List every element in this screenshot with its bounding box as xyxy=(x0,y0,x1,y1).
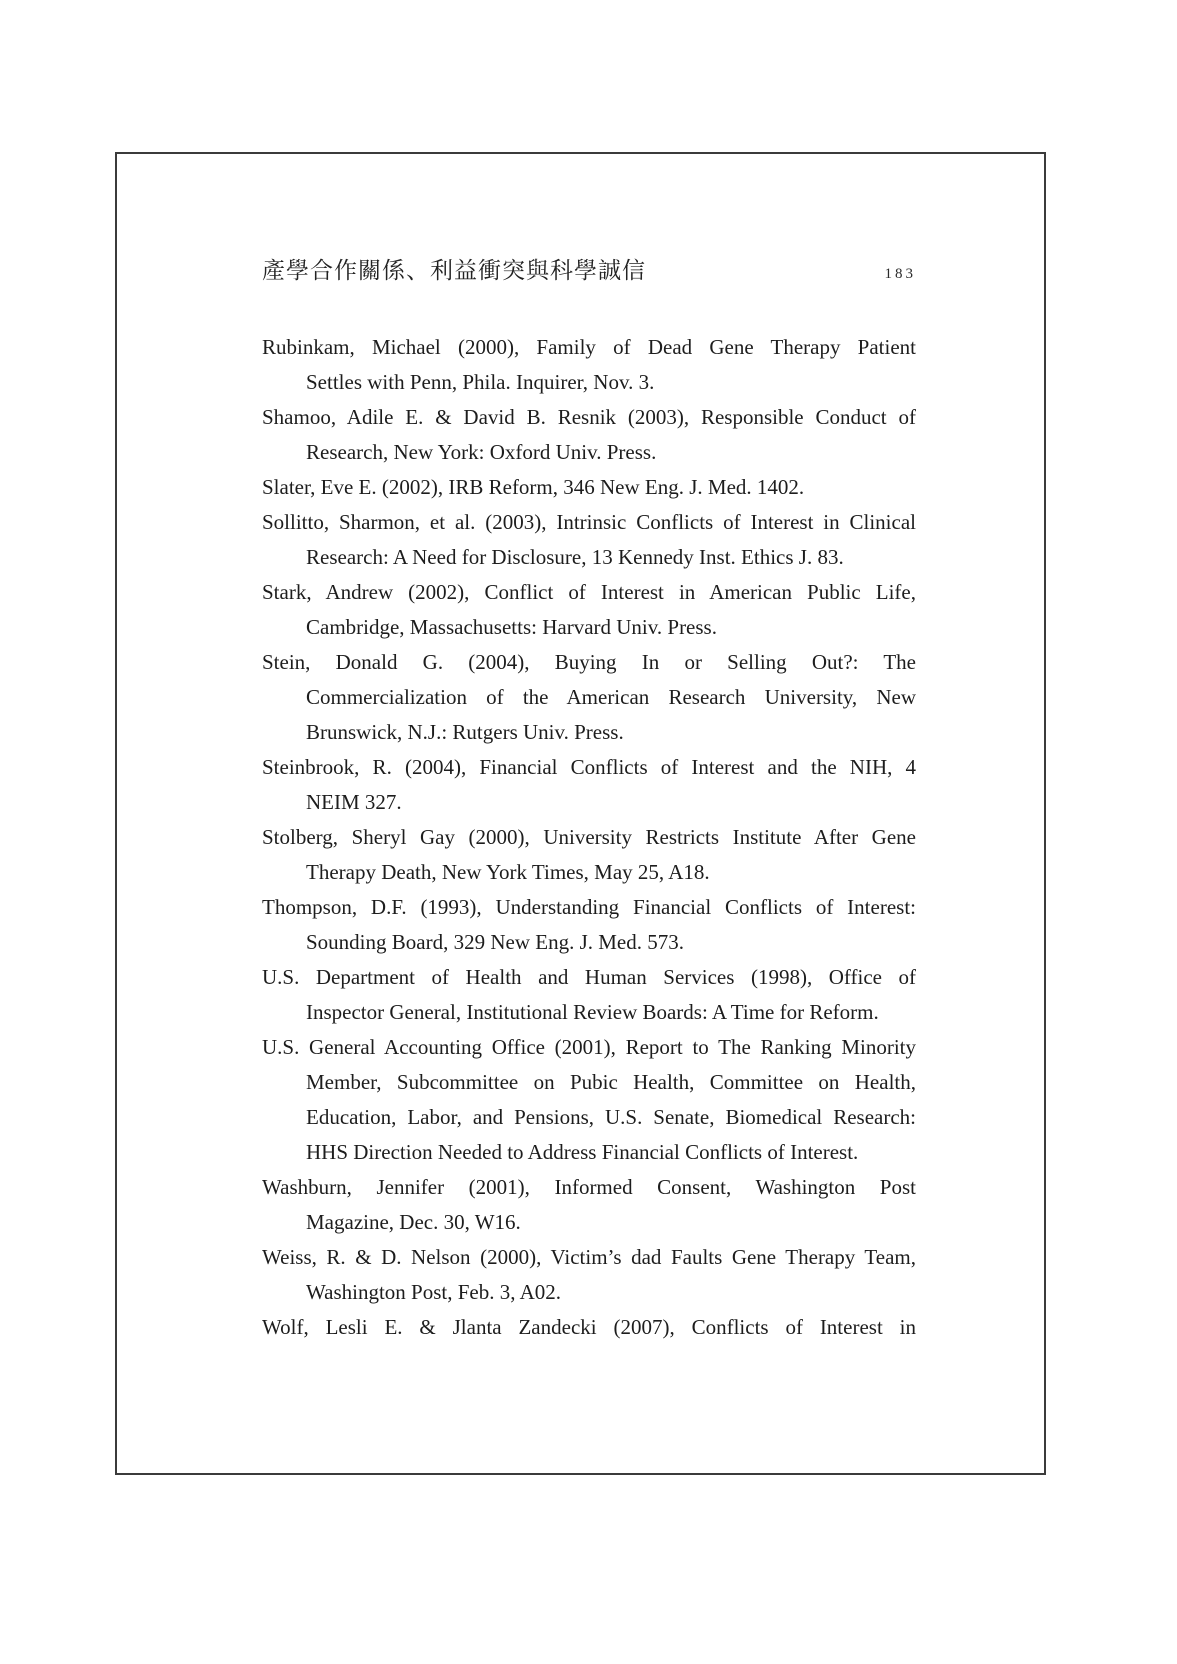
reference-line: Research: A Need for Disclosure, 13 Kennedy Inst. Ethics J. 83. xyxy=(306,545,844,569)
reference-entry xyxy=(262,505,916,575)
reference-entry xyxy=(262,820,916,890)
reference-line: Cambridge, Massachusetts: Harvard Univ. Press. xyxy=(306,615,717,639)
reference-line: Wolf, Lesli E. & Jlanta Zandecki (2007), Conflicts of Interest in xyxy=(262,1315,916,1339)
reference-entry xyxy=(262,645,916,750)
reference-entry xyxy=(262,1030,916,1170)
reference-line: Rubinkam, Michael (2000), Family of Dead Gene Therapy Patient xyxy=(262,335,916,359)
reference-line: Washburn, Jennifer (2001), Informed Consent, Washington Post xyxy=(262,1175,916,1199)
reference-line: Therapy Death, New York Times, May 25, A18. xyxy=(306,860,710,884)
reference-entry xyxy=(262,960,916,1030)
reference-entry xyxy=(262,1240,916,1310)
reference-line: Inspector General, Institutional Review Boards: A Time for Reform. xyxy=(306,1000,879,1024)
reference-line: U.S. General Accounting Office (2001), Report to The Ranking Minority xyxy=(262,1035,916,1059)
reference-line: U.S. Department of Health and Human Services (1998), Office of xyxy=(262,965,916,989)
reference-line: Washington Post, Feb. 3, A02. xyxy=(306,1280,561,1304)
page-number: 183 xyxy=(884,266,916,282)
reference-line: Research, New York: Oxford Univ. Press. xyxy=(306,440,657,464)
reference-line: NEIM 327. xyxy=(306,790,402,814)
reference-entry xyxy=(262,750,916,820)
reference-entry xyxy=(262,1310,916,1345)
reference-line: Stark, Andrew (2002), Conflict of Interest in American Public Life, xyxy=(262,580,916,604)
page-header xyxy=(262,252,916,285)
reference-entry xyxy=(262,400,916,470)
reference-line: Stolberg, Sheryl Gay (2000), University Restricts Institute After Gene xyxy=(262,825,916,849)
reference-entry xyxy=(262,575,916,645)
reference-line: Commercialization of the American Research University, New xyxy=(306,685,916,709)
reference-line: Settles with Penn, Phila. Inquirer, Nov. 3. xyxy=(306,370,655,394)
reference-entry xyxy=(262,470,916,505)
reference-line: Magazine, Dec. 30, W16. xyxy=(306,1210,521,1234)
reference-line: Sounding Board, 329 New Eng. J. Med. 573. xyxy=(306,930,684,954)
reference-line: Member, Subcommittee on Pubic Health, Committee on Health, xyxy=(306,1070,916,1094)
reference-line: Brunswick, N.J.: Rutgers Univ. Press. xyxy=(306,720,624,744)
reference-line: Weiss, R. & D. Nelson (2000), Victim’s dad Faults Gene Therapy Team, xyxy=(262,1245,916,1269)
reference-line: Slater, Eve E. (2002), IRB Reform, 346 New Eng. J. Med. 1402. xyxy=(262,475,805,499)
reference-line: Education, Labor, and Pensions, U.S. Senate, Biomedical Research: xyxy=(306,1105,916,1129)
references-list xyxy=(262,330,916,1345)
reference-line: Thompson, D.F. (1993), Understanding Financial Conflicts of Interest: xyxy=(262,895,916,919)
reference-line: Steinbrook, R. (2004), Financial Conflicts of Interest and the NIH, 4 xyxy=(262,755,916,779)
reference-line: HHS Direction Needed to Address Financial Conflicts of Interest. xyxy=(306,1140,859,1164)
reference-entry xyxy=(262,890,916,960)
reference-entry xyxy=(262,330,916,400)
page-title: 產學合作關係、利益衝突與科學誠信 xyxy=(262,258,646,283)
reference-line: Shamoo, Adile E. & David B. Resnik (2003), Responsible Conduct of xyxy=(262,405,916,429)
reference-entry xyxy=(262,1170,916,1240)
reference-line: Stein, Donald G. (2004), Buying In or Selling Out?: The xyxy=(262,650,916,674)
reference-line: Sollitto, Sharmon, et al. (2003), Intrinsic Conflicts of Interest in Clinical xyxy=(262,510,916,534)
